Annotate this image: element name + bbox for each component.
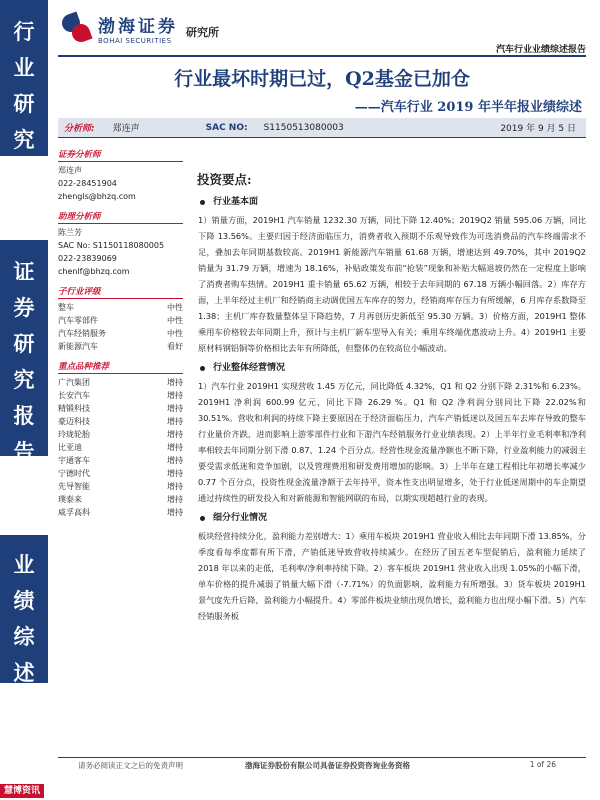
analyst-line: 郑连声: [58, 166, 82, 175]
watermark-stamp: 慧博资讯: [0, 784, 44, 798]
sac-label: SAC NO:: [205, 122, 248, 133]
sidebar-char: 报: [13, 403, 35, 428]
page-footer: [58, 760, 586, 771]
report-type: 汽车行业业绩综述报告: [495, 45, 586, 55]
bullet-icon: [200, 366, 205, 371]
analyst-info-bar: [58, 118, 586, 138]
sidebar-char: 告: [13, 439, 35, 464]
stock-row: 精锻科技 增持: [58, 404, 183, 413]
footer-divider: [58, 757, 586, 758]
report-title: 行业最坏时期已过，Q2基金已加仓: [174, 68, 470, 90]
sidebar-char: 研: [13, 91, 35, 116]
sidebar-char: 业: [13, 552, 35, 577]
sidebar-char: 研: [13, 331, 35, 356]
sidebar-char: 行: [13, 19, 35, 44]
fundamentals-paragraph: 1）销量方面，2019H1 汽车销量 1232.30 万辆，同比下降 12.40%；2019Q2 销量 595.06 万辆，同比下降 13.56%。主要归因于经济面临压力，消费者收入预期不乐观导致作为可选消费品的汽车终端需求不足，叠加去年同期基数较高。2019H1 新能源汽车销量 61.68 万辆，增速达到 49.70%，其中 2019Q2 销量为 31.79 万辆，增速为 18.16%，补贴政策发布前“抢装”现象和补贴大幅退坡仍然在一定程度上影响了消费者购车热情。2019H1 重卡销量 65.62 万辆，相较于去年同期的 67.18 万辆小幅回落。2）库存方面，上半年经过主机厂和经销商主动调优国五车库存的努力，经销商库存压力有所缓解，6 月库存系数降至 1.38；主机厂库存数量整体呈下降趋势，7 月再创历史新低至 95.30 万辆。3）价格方面，2019H1 整体乘用车价格较去年同期上升，预计与主机厂新车型导入有关；乘用车终端优惠波动上升。4）2019H1 主要原材料钢铝铜等价格相比去年有所降低，但整体仍在较高位小幅波动。: [198, 215, 586, 353]
rating-row: 新能源汽车 看好: [58, 342, 183, 351]
sidebar-char: 述: [13, 660, 35, 685]
section-header-fundamentals: 行业基本面: [198, 194, 586, 210]
stock-row: 威孚高科 增持: [58, 508, 183, 517]
analyst-line: 022-28451904: [58, 179, 117, 188]
assistant-line: 陈兰芳: [58, 228, 82, 237]
stock-row: 豪迈科技 增持: [58, 417, 183, 426]
report-date: 2019 年 9 月 5 日: [500, 124, 576, 134]
subsectors-paragraph: 板块经营持续分化，盈利能力差别增大：1）乘用车板块 2019H1 营业收入相比去年同期下滑 13.85%，分季度看每季度都有所下滑，产销低迷导致营收持续减少。在经历了国五老车型促销后，盈利能力延续了 2018 年以来的走低，毛利率/净利率持续下降。2）客车板块 2019H1 营业收入出现 1.05%的小幅下滑，单车价格的提升减弱了销量大幅下滑（-7.71%）的负面影响，盈利能力有所增强。3）货车板块 2019H1 景气度先升后降，盈利能力小幅提升。4）零部件板块业绩出现负增长，盈利能力也出现小幅下滑。5）汽车经销服务板: [198, 531, 586, 621]
sidebar-block-securities-report: [0, 240, 48, 464]
sidebar-char: 究: [13, 367, 35, 392]
footer-company: 渤海证券股份有限公司具备证券投资咨询业务资格: [245, 761, 410, 770]
rating-row: 汽车零部件 中性: [58, 316, 183, 325]
bullet-icon: [200, 200, 205, 205]
analyst-name: 郑连声: [112, 124, 140, 134]
bullet-icon: [200, 516, 205, 521]
assistant-line: SAC No: S1150118080005: [58, 241, 165, 250]
sidebar-block-industry-research: [0, 0, 48, 156]
sidebar-char: 券: [13, 295, 35, 320]
assistant-line: 022-23839069: [58, 254, 117, 263]
sidebar-char: 综: [13, 624, 35, 649]
institute-label: 研究所: [186, 25, 219, 39]
report-subtitle: ——汽车行业 2019 年半年报业绩综述: [354, 100, 582, 115]
sidebar-char: 究: [13, 127, 35, 152]
left-info-column: [58, 148, 183, 519]
stock-row: 广汽集团 增持: [58, 378, 183, 387]
rating-row: 整车 中性: [58, 303, 183, 312]
section-header-operations: 行业整体经营情况: [198, 360, 586, 376]
footer-disclaimer: 请务必阅读正文之后的免责声明: [78, 761, 183, 770]
stock-row: 长安汽车 增持: [58, 391, 183, 400]
analyst-section-header: 证券分析师: [58, 148, 183, 162]
stock-row: 先导智能 增持: [58, 482, 183, 491]
rating-row: 汽车经销服务 中性: [58, 329, 183, 338]
left-sidebar: [0, 0, 48, 800]
sidebar-char: 证: [13, 259, 35, 284]
section-header-subsectors: 细分行业情况: [198, 510, 586, 526]
assistant-email: chenlf@bhzq.com: [58, 267, 130, 276]
analyst-email: zhengls@bhzq.com: [58, 192, 136, 201]
stock-row: 玲珑轮胎 增持: [58, 430, 183, 439]
operations-paragraph: 1）汽车行业 2019H1 实现营收 1.45 万亿元，同比降低 4.32%，Q1 和 Q2 分别下降 2.31%和 6.23%。2019H1 净利润 600.99 亿元，同比下降 26.29 %。Q1 和 Q2 净利润分别同比下降 22.02%和 30.51%。营收和利润的持续下降主要原因在于经济面临压力，汽车产销低迷以及国五车去库存导致的整车行业量价齐跌，进而影响上游零部件行业和下游汽车经销服务行业业绩表现。2）上半年行业毛利率和净利率相较去年同期分别下滑 0.87、1.24 个百分点。经营性现金流量净额也不断下降，行业盈利能力的减弱主要受需求低迷和竞争加剧，以及管理费用和研发费用增加的影响。3）上半年在建工程相比年初增长率减少 0.77 个百分点，投资性现金流量净额于去年持平，资本性支出明显增多，处于行业低迷周期中的车企期望通过持续性的研发投入和对新能源和智能网联的布局，以期实现超越行业的表现。: [198, 381, 586, 503]
sidebar-block-performance-review: [0, 535, 48, 683]
stock-row: 璞泰来 增持: [58, 495, 183, 504]
rating-section-header: 子行业评级: [58, 285, 183, 299]
logo-name-cn: 渤海证券: [98, 17, 178, 37]
company-logo: [62, 12, 219, 45]
sac-number: S1150513080003: [263, 122, 344, 133]
sidebar-char: 业: [13, 55, 35, 80]
assistant-section-header: 助理分析师: [58, 210, 183, 224]
logo-icon: [62, 14, 92, 44]
sidebar-char: 绩: [13, 588, 35, 613]
page-number: 1 of 26: [529, 760, 556, 769]
analyst-label: 分析师:: [64, 124, 95, 134]
logo-name-en: BOHAI SECURITIES: [98, 37, 172, 45]
stocks-section-header: 重点品种推荐: [58, 360, 183, 374]
investment-points-header: 投资要点:: [197, 172, 252, 187]
stock-row: 宁德时代 增持: [58, 469, 183, 478]
header-divider: [58, 55, 586, 57]
stock-row: 比亚迪 增持: [58, 443, 183, 452]
stock-row: 宇通客车 增持: [58, 456, 183, 465]
main-body: [198, 150, 586, 624]
